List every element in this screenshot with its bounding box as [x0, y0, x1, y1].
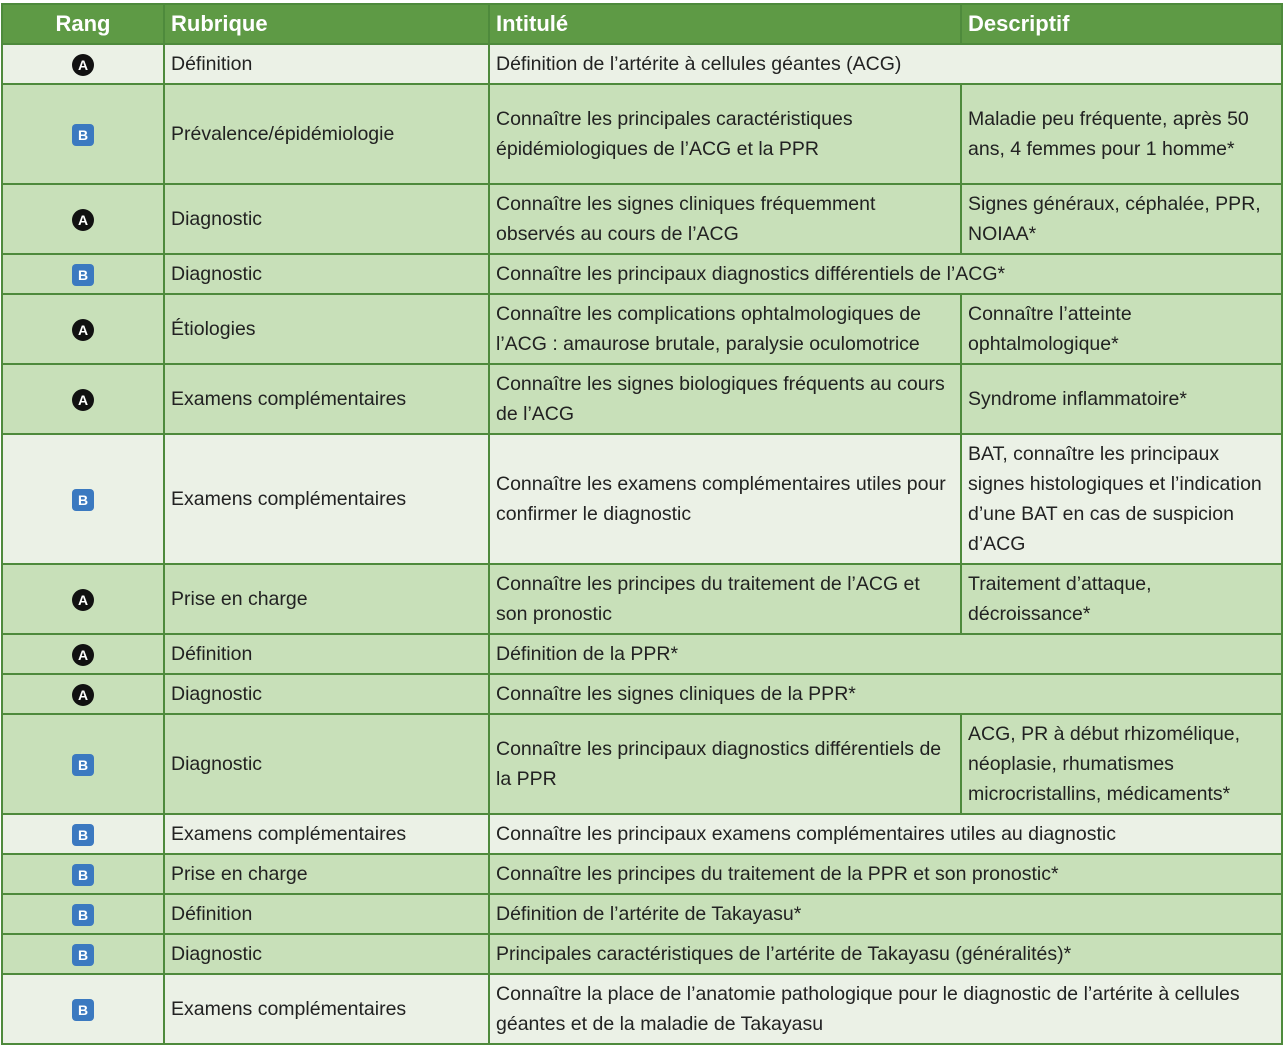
table-header-row: [2, 4, 1282, 44]
table-row: [2, 894, 1282, 934]
table-body: [2, 44, 1282, 1044]
table-row: [2, 294, 1282, 364]
rubrique-cell: Diagnostic: [164, 184, 489, 254]
rubrique-cell: Prise en charge: [164, 564, 489, 634]
rang-cell: [2, 974, 164, 1044]
table-row: [2, 254, 1282, 294]
descriptif-cell: BAT, connaître les principaux signes histologiques et l’indication d’une BAT en cas de suspicion d’ACG: [961, 434, 1282, 564]
rubrique-cell: Définition: [164, 44, 489, 84]
rang-cell: [2, 84, 164, 184]
rang-b-badge-icon: B: [72, 754, 94, 776]
intitule-cell: Connaître les principes du traitement de la PPR et son pronostic*: [489, 854, 1282, 894]
rang-cell: [2, 714, 164, 814]
rang-a-badge-icon: A: [72, 54, 94, 76]
intitule-cell: Connaître les complications ophtalmologiques de l’ACG : amaurose brutale, paralysie oculomotrice: [489, 294, 961, 364]
rubrique-cell: Examens complémentaires: [164, 364, 489, 434]
rang-b-badge-icon: B: [72, 864, 94, 886]
rang-cell: [2, 564, 164, 634]
intitule-cell: Définition de la PPR*: [489, 634, 1282, 674]
table-row: [2, 714, 1282, 814]
table-row: [2, 44, 1282, 84]
intitule-cell: Connaître les principaux diagnostics différentiels de l’ACG*: [489, 254, 1282, 294]
header-rubrique: Rubrique: [164, 4, 489, 44]
rang-a-badge-icon: A: [72, 389, 94, 411]
rubrique-cell: Étiologies: [164, 294, 489, 364]
intitule-cell: Connaître les principes du traitement de l’ACG et son pronostic: [489, 564, 961, 634]
rubrique-cell: Examens complémentaires: [164, 974, 489, 1044]
intitule-cell: Connaître les signes cliniques de la PPR*: [489, 674, 1282, 714]
rang-a-badge-icon: A: [72, 589, 94, 611]
rang-a-badge-icon: A: [72, 209, 94, 231]
table-row: [2, 674, 1282, 714]
table-row: [2, 854, 1282, 894]
rubrique-cell: Définition: [164, 894, 489, 934]
rubrique-cell: Prévalence/épidémiologie: [164, 84, 489, 184]
rang-cell: [2, 814, 164, 854]
rang-a-badge-icon: A: [72, 319, 94, 341]
rang-cell: [2, 894, 164, 934]
intitule-cell: Définition de l’artérite à cellules géantes (ACG): [489, 44, 1282, 84]
descriptif-cell: Syndrome inflammatoire*: [961, 364, 1282, 434]
rang-b-badge-icon: B: [72, 999, 94, 1021]
table-row: [2, 934, 1282, 974]
intitule-cell: Connaître les principaux examens complémentaires utiles au diagnostic: [489, 814, 1282, 854]
rubrique-cell: Définition: [164, 634, 489, 674]
intitule-cell: Principales caractéristiques de l’artérite de Takayasu (généralités)*: [489, 934, 1282, 974]
rubrique-cell: Diagnostic: [164, 254, 489, 294]
rang-b-badge-icon: B: [72, 904, 94, 926]
table-row: [2, 364, 1282, 434]
descriptif-cell: ACG, PR à début rhizomélique, néoplasie, rhumatismes microcristallins, médicaments*: [961, 714, 1282, 814]
table-row: [2, 184, 1282, 254]
table-row: [2, 84, 1282, 184]
rang-a-badge-icon: A: [72, 684, 94, 706]
table-row: [2, 814, 1282, 854]
rang-cell: [2, 184, 164, 254]
table-row: [2, 434, 1282, 564]
rubrique-cell: Prise en charge: [164, 854, 489, 894]
rang-cell: [2, 674, 164, 714]
intitule-cell: Connaître la place de l’anatomie pathologique pour le diagnostic de l’artérite à cellules géantes et de la maladie de Takayasu: [489, 974, 1282, 1044]
intitule-cell: Définition de l’artérite de Takayasu*: [489, 894, 1282, 934]
rang-b-badge-icon: B: [72, 264, 94, 286]
intitule-cell: Connaître les examens complémentaires utiles pour confirmer le diagnostic: [489, 434, 961, 564]
rubrique-cell: Diagnostic: [164, 714, 489, 814]
descriptif-cell: Connaître l’atteinte ophtalmologique*: [961, 294, 1282, 364]
rang-cell: [2, 434, 164, 564]
table-row: [2, 634, 1282, 674]
intitule-cell: Connaître les signes biologiques fréquents au cours de l’ACG: [489, 364, 961, 434]
rang-cell: [2, 634, 164, 674]
rang-cell: [2, 364, 164, 434]
descriptif-cell: Maladie peu fréquente, après 50 ans, 4 femmes pour 1 homme*: [961, 84, 1282, 184]
rang-cell: [2, 854, 164, 894]
header-rang: Rang: [2, 4, 164, 44]
header-descriptif: Descriptif: [961, 4, 1282, 44]
rang-a-badge-icon: A: [72, 644, 94, 666]
descriptif-cell: Signes généraux, céphalée, PPR, NOIAA*: [961, 184, 1282, 254]
rubrique-cell: Examens complémentaires: [164, 434, 489, 564]
rang-b-badge-icon: B: [72, 489, 94, 511]
rang-cell: [2, 44, 164, 84]
rang-b-badge-icon: B: [72, 944, 94, 966]
rang-cell: [2, 254, 164, 294]
intitule-cell: Connaître les principaux diagnostics différentiels de la PPR: [489, 714, 961, 814]
header-intitule: Intitulé: [489, 4, 961, 44]
descriptif-cell: Traitement d’attaque, décroissance*: [961, 564, 1282, 634]
table-row: [2, 564, 1282, 634]
intitule-cell: Connaître les principales caractéristiques épidémiologiques de l’ACG et la PPR: [489, 84, 961, 184]
table-row: [2, 974, 1282, 1044]
rubrique-cell: Examens complémentaires: [164, 814, 489, 854]
rang-cell: [2, 294, 164, 364]
rubrique-cell: Diagnostic: [164, 934, 489, 974]
intitule-cell: Connaître les signes cliniques fréquemment observés au cours de l’ACG: [489, 184, 961, 254]
rang-cell: [2, 934, 164, 974]
rubrique-cell: Diagnostic: [164, 674, 489, 714]
rang-b-badge-icon: B: [72, 824, 94, 846]
objectives-table: [1, 3, 1283, 1045]
rang-b-badge-icon: B: [72, 124, 94, 146]
